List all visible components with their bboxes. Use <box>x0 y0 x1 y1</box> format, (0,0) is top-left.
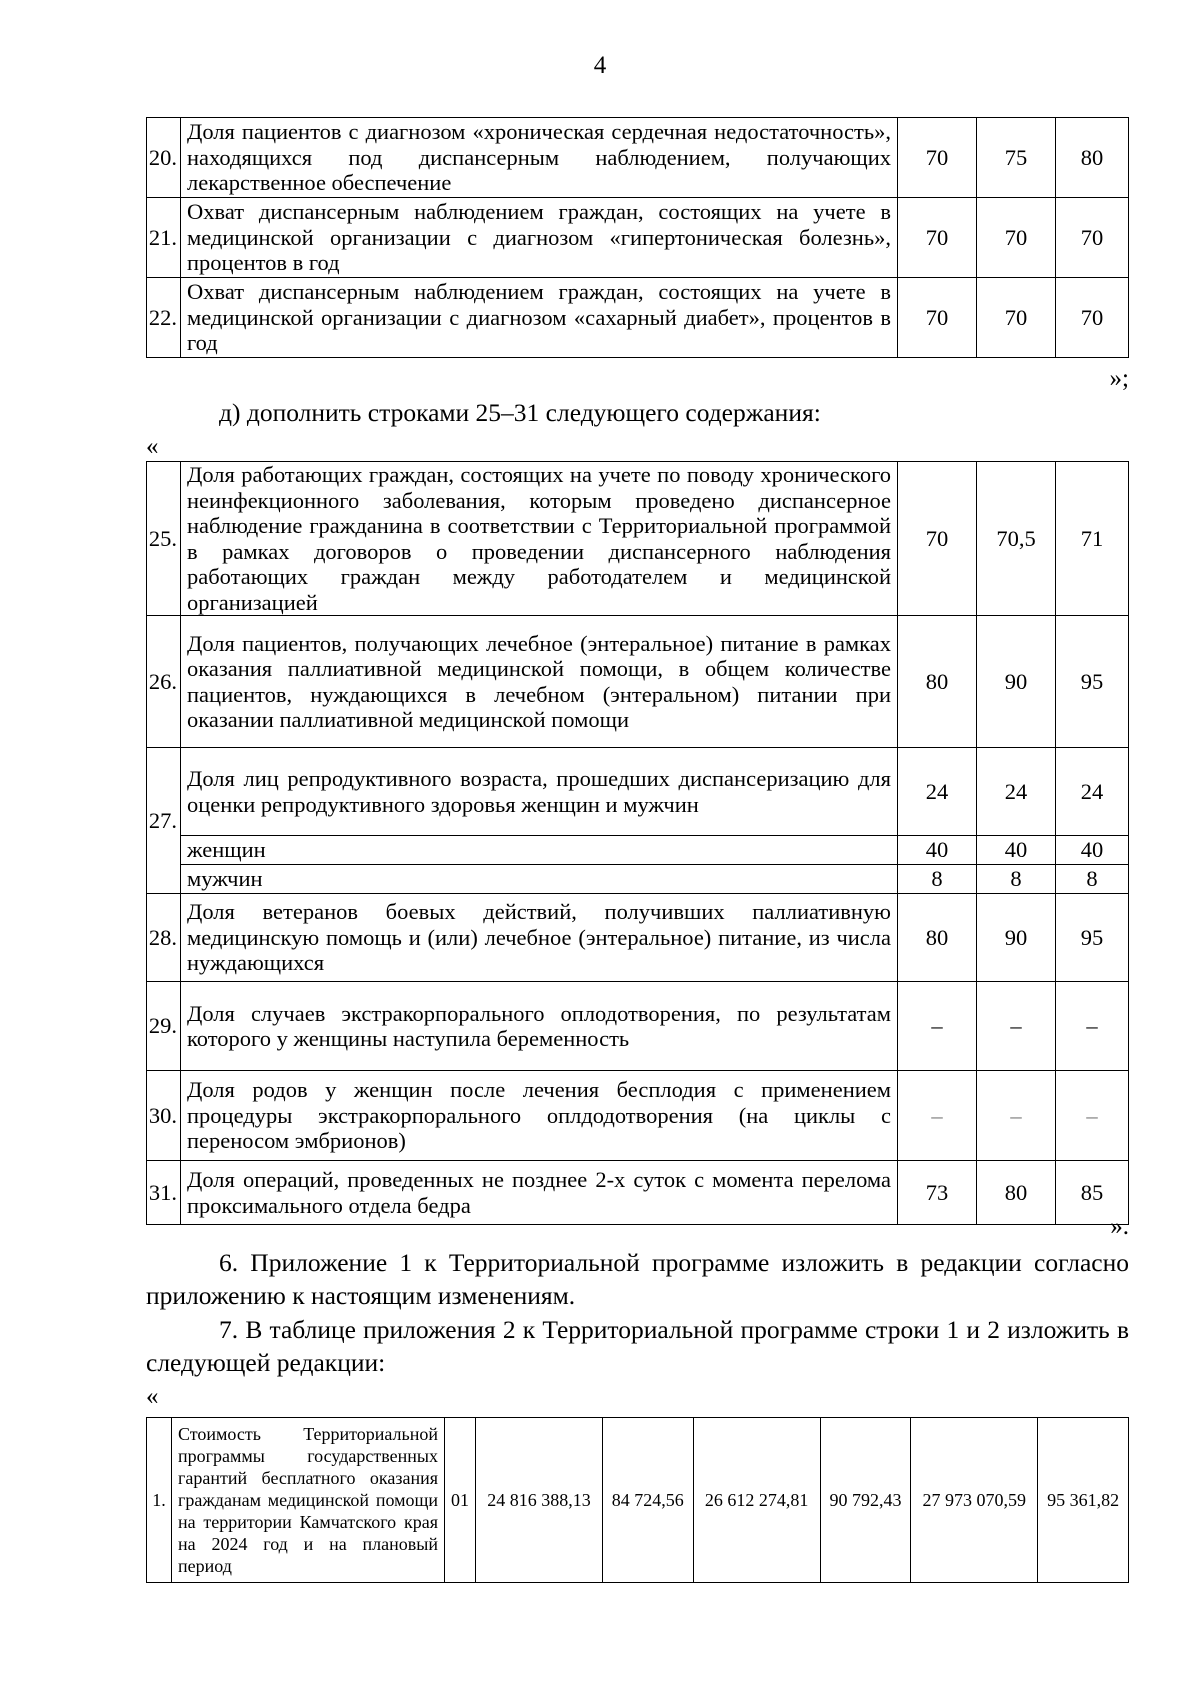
value-2026: 24 <box>1056 748 1129 836</box>
value-2024: – <box>898 982 977 1071</box>
value-2024: 70 <box>898 462 977 616</box>
value-2025: – <box>977 1071 1056 1161</box>
value-2026: 71 <box>1056 462 1129 616</box>
cost-2024-per-capita: 84 724,56 <box>602 1418 693 1583</box>
closing-quote-1: »; <box>1109 365 1129 392</box>
value-2025: 70 <box>977 278 1056 358</box>
row-text: Доля пациентов, получающих лечебное (энтеральное) питание в рамках оказания паллиативной медицинской помощи, в общем количестве пациентов, нуждающихся в лечебном (энтеральном) питании при оказании паллиативной медицинской помощи <box>181 616 898 748</box>
paragraph-7: 7. В таблице приложения 2 к Территориальной программе строки 1 и 2 изложить в следующей редакции: <box>146 1315 1129 1377</box>
row-number: 28. <box>147 894 181 982</box>
table-row <box>147 1161 1129 1225</box>
value-2024: 73 <box>898 1161 977 1225</box>
row-text: Доля ветеранов боевых действий, получивших паллиативную медицинскую помощь и (или) лечебное (энтеральное) питание, из числа нуждающихся <box>181 894 898 982</box>
value-2026: – <box>1056 1071 1129 1161</box>
value-2026: – <box>1056 982 1129 1071</box>
value-2024: 80 <box>898 616 977 748</box>
value-2025: 90 <box>977 894 1056 982</box>
cost-2026-total: 27 973 070,59 <box>911 1418 1038 1583</box>
paragraph-6: 6. Приложение 1 к Территориальной программе изложить в редакции согласно приложению к настоящим изменениям. <box>146 1248 1129 1310</box>
row-text: Доля операций, проведенных не позднее 2-х суток с момента перелома проксимального отдела бедра <box>181 1161 898 1225</box>
closing-quote-2: ». <box>1110 1213 1129 1240</box>
value-2024: 24 <box>898 748 977 836</box>
table-row <box>147 118 1129 198</box>
value-2025: 40 <box>977 836 1056 865</box>
opening-quote-1: « <box>146 433 159 460</box>
value-2025: 8 <box>977 865 1056 894</box>
section-d-heading: д) дополнить строками 25–31 следующего содержания: <box>219 398 821 427</box>
row-number: 21. <box>147 198 181 278</box>
opening-quote-2: « <box>146 1383 159 1410</box>
row-text: Доля случаев экстракорпорального оплодотворения, по результатам которого у женщины наступила беременность <box>181 982 898 1071</box>
table-row <box>147 748 1129 836</box>
row-text: Охват диспансерным наблюдением граждан, состоящих на учете в медицинской организации с диагнозом «сахарный диабет», процентов в год <box>181 278 898 358</box>
value-2025: 24 <box>977 748 1056 836</box>
row-text: Стоимость Территориальной программы государственных гарантий бесплатного оказания гражданам медицинской помощи на территории Камчатского края на 2024 год и на плановый период <box>172 1418 445 1583</box>
table-subrow <box>147 865 1129 894</box>
row-number: 22. <box>147 278 181 358</box>
value-2025: 70,5 <box>977 462 1056 616</box>
row-text: Доля работающих граждан, состоящих на учете по поводу хронического неинфекционного заболевания, которым проведено диспансерное наблюдение гражданина в соответствии с Территориальной программой в рамках договоров о проведении диспансерного наблюдения работающих граждан между работодателем и медицинской организацией <box>181 462 898 616</box>
table-row <box>147 198 1129 278</box>
value-2024: 80 <box>898 894 977 982</box>
row-number: 30. <box>147 1071 181 1161</box>
page-number: 4 <box>593 52 607 79</box>
value-2026: 70 <box>1056 198 1129 278</box>
row-code: 01 <box>445 1418 476 1583</box>
row-number: 29. <box>147 982 181 1071</box>
subrow-text: мужчин <box>181 865 898 894</box>
value-2024: 8 <box>898 865 977 894</box>
value-2026: 40 <box>1056 836 1129 865</box>
cost-2026-per-capita: 95 361,82 <box>1038 1418 1129 1583</box>
row-number: 26. <box>147 616 181 748</box>
value-2024: – <box>898 1071 977 1161</box>
table-row <box>147 1418 1129 1583</box>
value-2024: 40 <box>898 836 977 865</box>
value-2026: 95 <box>1056 894 1129 982</box>
appendix-2-table <box>146 1417 1129 1583</box>
value-2026: 85 <box>1056 1161 1129 1225</box>
indicators-table-continued <box>146 117 1129 358</box>
table-row <box>147 616 1129 748</box>
value-2025: 80 <box>977 1161 1056 1225</box>
cost-2024-total: 24 816 388,13 <box>476 1418 603 1583</box>
value-2026: 8 <box>1056 865 1129 894</box>
subrow-text: женщин <box>181 836 898 865</box>
value-2026: 95 <box>1056 616 1129 748</box>
row-text: Доля пациентов с диагнозом «хроническая сердечная недостаточность», находящихся под диспансерным наблюдением, получающих лекарственное обеспечение <box>181 118 898 198</box>
value-2025: 70 <box>977 198 1056 278</box>
table-subrow <box>147 836 1129 865</box>
row-number: 1. <box>147 1418 172 1583</box>
value-2024: 70 <box>898 118 977 198</box>
row-number: 20. <box>147 118 181 198</box>
row-number: 27. <box>147 748 181 894</box>
value-2026: 70 <box>1056 278 1129 358</box>
value-2025: – <box>977 982 1056 1071</box>
value-2024: 70 <box>898 278 977 358</box>
value-2024: 70 <box>898 198 977 278</box>
value-2025: 90 <box>977 616 1056 748</box>
value-2025: 75 <box>977 118 1056 198</box>
table-row <box>147 462 1129 616</box>
value-2026: 80 <box>1056 118 1129 198</box>
table-row <box>147 894 1129 982</box>
table-row <box>147 1071 1129 1161</box>
row-number: 25. <box>147 462 181 616</box>
cost-2025-total: 26 612 274,81 <box>693 1418 820 1583</box>
row-number: 31. <box>147 1161 181 1225</box>
cost-2025-per-capita: 90 792,43 <box>820 1418 911 1583</box>
indicators-table-added <box>146 461 1129 1225</box>
table-row <box>147 982 1129 1071</box>
row-text: Доля лиц репродуктивного возраста, прошедших диспансеризацию для оценки репродуктивного здоровья женщин и мужчин <box>181 748 898 836</box>
row-text: Доля родов у женщин после лечения бесплодия с применением процедуры экстракорпорального оплдодотворения (на циклы с переносом эмбрионов) <box>181 1071 898 1161</box>
table-row <box>147 278 1129 358</box>
row-text: Охват диспансерным наблюдением граждан, состоящих на учете в медицинской организации с диагнозом «гипертоническая болезнь», процентов в год <box>181 198 898 278</box>
